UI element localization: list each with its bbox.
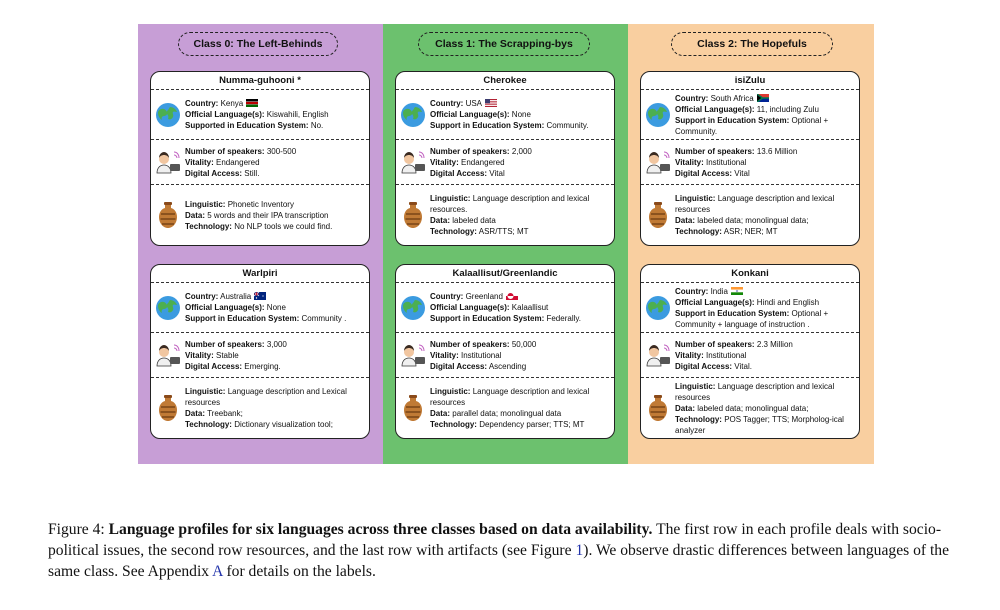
field-label: Technology: <box>430 227 477 236</box>
field-label: Support in Education System: <box>430 314 545 323</box>
profile-line <box>185 109 329 120</box>
field-label: Number of speakers: <box>675 146 755 156</box>
profile-line <box>185 386 363 408</box>
profile-line <box>185 210 332 221</box>
field-value: 2,000 <box>511 146 532 156</box>
artifact-jar-icon <box>641 201 675 229</box>
field-label: Technology: <box>675 227 722 236</box>
india-flag-icon <box>731 287 743 295</box>
profile-line <box>675 193 853 215</box>
field-value: Optional + Community. <box>675 115 829 136</box>
class-title: Class 2: The Hopefuls <box>671 32 833 56</box>
field-value: 300-500 <box>266 146 297 156</box>
appendix-reference-link[interactable]: A <box>212 563 223 580</box>
field-label: Country: <box>185 99 219 108</box>
field-value: Institutional <box>705 157 747 167</box>
profile-line <box>675 104 853 115</box>
field-label: Support in Education System: <box>675 115 790 125</box>
field-value: POS Tagger; TTS; Morpholog-ical analyzer <box>675 414 844 435</box>
field-value: Dictionary visualization tool; <box>234 420 333 429</box>
profile-section-s2 <box>151 333 369 378</box>
field-label: Official Language(s): <box>675 297 755 307</box>
globe-icon <box>396 295 430 321</box>
field-value: 50,000 <box>511 339 537 349</box>
speaker-icon <box>151 150 185 174</box>
speaker-icon <box>396 150 430 174</box>
field-label: Official Language(s): <box>430 110 510 119</box>
field-value: labeled data; monolingual data; <box>697 216 809 225</box>
field-value: ASR; NER; MT <box>723 227 778 236</box>
profile-line <box>185 339 287 350</box>
profile-section-s3 <box>151 378 369 438</box>
language-card <box>640 264 860 439</box>
field-label: Linguistic: <box>185 199 226 209</box>
field-value: South Africa <box>710 93 754 103</box>
field-value: Institutional <box>705 350 747 360</box>
class-column-1 <box>383 24 628 464</box>
language-name: Numma-guhooni * <box>151 72 369 90</box>
field-value: Language description and lexical resources <box>675 194 835 214</box>
globe-icon <box>641 102 675 128</box>
field-label: Country: <box>185 292 219 301</box>
field-label: Number of speakers: <box>430 339 510 349</box>
profile-section-s3 <box>151 185 369 245</box>
field-value: Federally. <box>546 314 581 323</box>
caption-text: for details on the labels. <box>226 563 376 580</box>
profile-line <box>185 146 296 157</box>
profile-lines <box>430 386 614 430</box>
profile-line <box>430 313 581 324</box>
field-label: Digital Access: <box>185 361 243 371</box>
profile-lines <box>185 386 369 430</box>
profile-section-s1 <box>641 90 859 140</box>
profile-line <box>430 291 581 302</box>
field-value: USA <box>465 99 483 108</box>
field-value: Ascending <box>488 361 527 371</box>
field-label: Vitality: <box>185 157 214 167</box>
language-card <box>395 264 615 439</box>
field-value: Endangered <box>460 157 505 167</box>
field-label: Number of speakers: <box>185 146 265 156</box>
profile-line <box>185 168 296 179</box>
language-card <box>395 71 615 246</box>
caption-text: ). We observe drastic differences between languages of the same class. See Appendix <box>48 542 950 580</box>
class-column-0 <box>138 24 383 464</box>
field-value: Endangered <box>215 157 260 167</box>
field-label: Vitality: <box>185 350 214 360</box>
greenland-flag-icon <box>506 292 518 300</box>
profile-section-s1 <box>396 283 614 333</box>
field-label: Linguistic: <box>675 194 716 203</box>
speaker-icon <box>151 343 185 367</box>
field-value: Hindi and English <box>756 297 820 307</box>
field-value: No. <box>310 121 324 130</box>
profile-line <box>185 291 346 302</box>
field-value: Australia <box>220 292 252 301</box>
profile-line <box>675 286 853 297</box>
profile-section-s1 <box>641 283 859 333</box>
profile-section-s3 <box>641 378 859 438</box>
field-label: Support in Education System: <box>675 308 790 318</box>
field-value: India <box>710 286 728 296</box>
profile-lines <box>675 193 859 237</box>
profile-line <box>430 350 536 361</box>
profile-line <box>430 419 608 430</box>
profile-line <box>430 146 532 157</box>
field-value: Institutional <box>460 350 502 360</box>
figure-caption <box>48 519 968 582</box>
profile-section-s3 <box>396 185 614 245</box>
field-label: Technology: <box>675 414 722 424</box>
profile-lines <box>430 291 587 324</box>
profile-lines <box>185 199 338 232</box>
profile-lines <box>675 93 859 137</box>
profile-line <box>430 193 608 215</box>
profile-section-s1 <box>396 90 614 140</box>
field-value: Kalaallisut <box>511 303 549 312</box>
field-label: Data: <box>185 210 206 220</box>
artifact-jar-icon <box>151 201 185 229</box>
field-label: Linguistic: <box>430 387 471 396</box>
field-label: Supported in Education System: <box>185 121 309 130</box>
profile-line <box>430 168 532 179</box>
language-name: isiZulu <box>641 72 859 90</box>
profile-line <box>185 313 346 324</box>
field-label: Number of speakers: <box>430 146 510 156</box>
profile-line <box>185 302 346 313</box>
profile-line <box>675 115 853 137</box>
field-value: Optional + Community + language of instruction . <box>675 308 829 329</box>
field-label: Number of speakers: <box>185 339 265 349</box>
profile-line <box>430 386 608 408</box>
profile-lines <box>430 146 538 179</box>
profile-line <box>430 408 608 419</box>
field-label: Digital Access: <box>675 168 733 178</box>
profile-line <box>185 120 329 131</box>
profile-section-s2 <box>396 333 614 378</box>
kenya-flag-icon <box>246 99 258 107</box>
field-label: Vitality: <box>430 157 459 167</box>
profile-line <box>675 226 853 237</box>
field-value: Vital <box>734 168 750 178</box>
field-label: Data: <box>185 409 206 418</box>
profile-lines <box>675 381 859 436</box>
profile-line <box>430 109 589 120</box>
field-value: Greenland <box>465 292 503 301</box>
profile-line <box>675 350 793 361</box>
field-value: Kenya <box>220 99 244 108</box>
profile-lines <box>675 146 803 179</box>
field-value: Kiswahili, English <box>266 110 329 119</box>
field-value: 11, including Zulu <box>756 104 819 114</box>
globe-icon <box>641 295 675 321</box>
profile-line <box>675 339 793 350</box>
profile-line <box>675 146 797 157</box>
profile-lines <box>185 339 293 372</box>
profile-lines <box>185 98 335 131</box>
profile-line <box>675 93 853 104</box>
speaker-icon <box>641 343 675 367</box>
profile-line <box>185 350 287 361</box>
class-title: Class 0: The Left-Behinds <box>178 32 338 56</box>
field-value: Community. <box>546 121 589 130</box>
field-value: Language description and lexical resources <box>675 381 835 402</box>
field-label: Digital Access: <box>185 168 243 178</box>
figure <box>138 24 874 464</box>
field-label: Support in Education System: <box>185 314 300 323</box>
field-value: ASR/TTS; MT <box>478 227 529 236</box>
profile-line <box>185 199 332 210</box>
field-label: Digital Access: <box>675 361 733 371</box>
profile-line <box>675 297 853 308</box>
usa-flag-icon <box>485 99 497 107</box>
caption-text: The first row in each profile deals with socio-political issues, the second row resources, and the last row with artifacts (see Figure <box>48 521 942 559</box>
field-label: Official Language(s): <box>675 104 755 114</box>
field-value: 3,000 <box>266 339 287 349</box>
profile-section-s3 <box>396 378 614 438</box>
field-value: None <box>266 303 286 312</box>
profile-line <box>675 168 797 179</box>
field-label: Country: <box>430 292 464 301</box>
south-africa-flag-icon <box>757 94 769 102</box>
profile-line <box>675 381 853 403</box>
profile-section-s2 <box>641 333 859 378</box>
profile-line <box>675 215 853 226</box>
field-value: No NLP tools we could find. <box>234 221 333 231</box>
language-name: Kalaallisut/Greenlandic <box>396 265 614 283</box>
profile-line <box>430 361 536 372</box>
language-name: Konkani <box>641 265 859 283</box>
field-label: Digital Access: <box>430 168 488 178</box>
profile-lines <box>185 291 352 324</box>
profile-line <box>185 98 329 109</box>
speaker-icon <box>641 150 675 174</box>
profile-section-s3 <box>641 185 859 245</box>
field-value: None <box>511 110 531 119</box>
field-label: Data: <box>430 216 451 225</box>
field-label: Official Language(s): <box>185 303 265 312</box>
field-value: Vital. <box>734 361 752 371</box>
artifact-jar-icon <box>641 394 675 422</box>
profile-line <box>185 361 287 372</box>
profile-lines <box>430 339 542 372</box>
profile-section-s1 <box>151 283 369 333</box>
field-label: Country: <box>430 99 464 108</box>
profile-line <box>675 403 853 414</box>
field-value: 5 words and their IPA transcription <box>207 210 329 220</box>
field-value: Phonetic Inventory <box>227 199 294 209</box>
profile-lines <box>185 146 302 179</box>
profile-lines <box>430 193 614 237</box>
field-value: Dependency parser; TTS; MT <box>479 420 585 429</box>
language-card <box>640 71 860 246</box>
field-value: Community . <box>301 314 347 323</box>
globe-icon <box>151 102 185 128</box>
profile-line <box>430 339 536 350</box>
profile-line <box>430 157 532 168</box>
field-value: parallel data; monolingual data <box>452 409 562 418</box>
caption-title: Language profiles for six languages across three classes based on data availability. <box>108 521 653 538</box>
language-card <box>150 264 370 439</box>
profile-lines <box>675 286 859 330</box>
profile-line <box>430 215 608 226</box>
profile-line <box>185 221 332 232</box>
field-label: Linguistic: <box>675 381 716 391</box>
profile-section-s2 <box>641 140 859 185</box>
field-label: Country: <box>675 286 709 296</box>
field-label: Technology: <box>185 221 232 231</box>
globe-icon <box>151 295 185 321</box>
field-label: Linguistic: <box>185 387 226 396</box>
field-value: Stable <box>215 350 239 360</box>
field-label: Data: <box>675 403 696 413</box>
class-column-2 <box>628 24 874 464</box>
field-value: Language description and lexical resources. <box>430 194 590 214</box>
field-value: Emerging. <box>244 361 281 371</box>
profile-line <box>185 408 363 419</box>
field-label: Official Language(s): <box>430 303 510 312</box>
profile-section-s2 <box>396 140 614 185</box>
field-value: Treebank; <box>207 409 243 418</box>
field-value: labeled data <box>452 216 496 225</box>
field-value: Language description and lexical resources <box>430 387 590 407</box>
speaker-icon <box>396 343 430 367</box>
profile-lines <box>675 339 799 372</box>
field-value: Language description and Lexical resources <box>185 387 347 407</box>
profile-lines <box>430 98 595 131</box>
field-label: Vitality: <box>675 157 704 167</box>
profile-line <box>675 308 853 330</box>
field-label: Technology: <box>185 420 232 429</box>
field-label: Data: <box>675 216 696 225</box>
field-label: Official Language(s): <box>185 110 265 119</box>
profile-line <box>430 120 589 131</box>
field-value: Still. <box>244 168 260 178</box>
field-label: Linguistic: <box>430 194 471 203</box>
profile-line <box>430 226 608 237</box>
field-label: Data: <box>430 409 451 418</box>
profile-section-s1 <box>151 90 369 140</box>
profile-line <box>675 414 853 436</box>
profile-line <box>185 157 296 168</box>
profile-line <box>675 157 797 168</box>
language-name: Warlpiri <box>151 265 369 283</box>
field-label: Number of speakers: <box>675 339 755 349</box>
field-label: Vitality: <box>675 350 704 360</box>
field-label: Technology: <box>430 420 477 429</box>
artifact-jar-icon <box>396 201 430 229</box>
field-value: 13.6 Million <box>756 146 798 156</box>
profile-line <box>430 302 581 313</box>
field-label: Digital Access: <box>430 361 488 371</box>
field-value: labeled data; monolingual data; <box>697 403 809 413</box>
profile-line <box>430 98 589 109</box>
field-label: Vitality: <box>430 350 459 360</box>
field-value: 2.3 Million <box>756 339 793 349</box>
caption-label: Figure 4: <box>48 521 105 538</box>
language-card <box>150 71 370 246</box>
field-label: Support in Education System: <box>430 121 545 130</box>
profile-line <box>185 419 363 430</box>
australia-flag-icon <box>254 292 266 300</box>
field-label: Country: <box>675 93 709 103</box>
artifact-jar-icon <box>151 394 185 422</box>
artifact-jar-icon <box>396 394 430 422</box>
language-name: Cherokee <box>396 72 614 90</box>
figure-reference-link[interactable]: 1 <box>575 542 584 559</box>
field-value: Vital <box>489 168 505 178</box>
profile-line <box>675 361 793 372</box>
profile-section-s2 <box>151 140 369 185</box>
class-title: Class 1: The Scrapping-bys <box>418 32 590 56</box>
globe-icon <box>396 102 430 128</box>
